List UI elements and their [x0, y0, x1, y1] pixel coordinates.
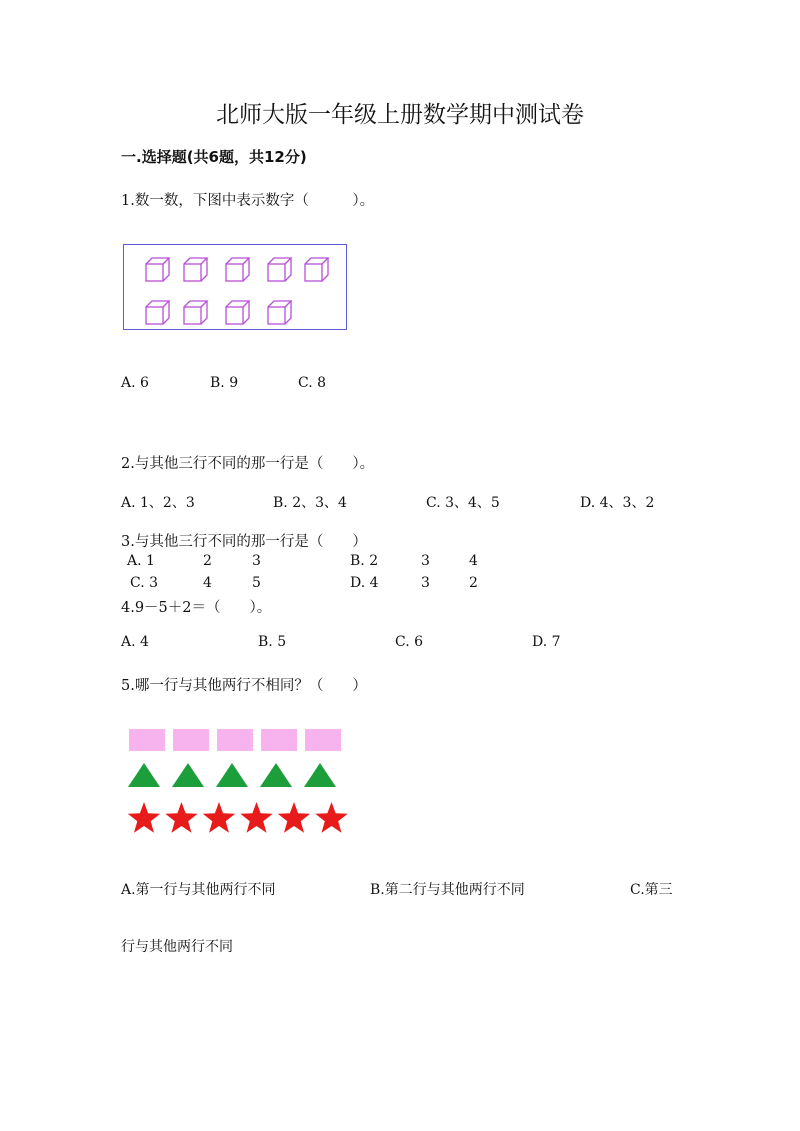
- pink-square: [129, 729, 165, 751]
- question-2-stem: 2.与其他三行不同的那一行是（ ）。: [121, 456, 375, 472]
- q1-option-c: C. 8: [298, 375, 327, 391]
- q3-row2-d: D. 4: [350, 575, 379, 591]
- q5-option-a: A.第一行与其他两行不同: [121, 882, 276, 898]
- q5-option-c: C.第三: [630, 882, 673, 898]
- green-triangle: [128, 763, 160, 787]
- q3-row1-a: A. 1: [127, 553, 155, 569]
- q2-option-c: C. 3、4、5: [426, 495, 500, 511]
- cube-icon: [184, 301, 207, 324]
- q3-row1-b3: 4: [469, 553, 478, 569]
- cube-icon: [184, 258, 207, 281]
- pink-square: [305, 729, 341, 751]
- green-triangle: [260, 763, 292, 787]
- pink-square: [261, 729, 297, 751]
- cube-icon: [226, 301, 249, 324]
- cube-icon: [146, 258, 169, 281]
- q2-option-a: A. 1、2、3: [121, 495, 195, 511]
- q3-row2-c: C. 3: [130, 575, 159, 591]
- q5-option-c-continued: 行与其他两行不同: [121, 939, 233, 955]
- page-title: 北师大版一年级上册数学期中测试卷: [216, 102, 584, 128]
- q5-option-b: B.第二行与其他两行不同: [370, 882, 525, 898]
- cube-icon: [146, 301, 169, 324]
- cube-icon: [305, 258, 328, 281]
- red-star: [315, 802, 347, 833]
- q4-option-b: B. 5: [258, 634, 287, 650]
- q3-row2-d3: 2: [469, 575, 478, 591]
- cube-figure-box: [123, 244, 347, 330]
- cube-figure: [124, 245, 348, 331]
- q3-row2-c3: 5: [252, 575, 261, 591]
- green-triangle: [216, 763, 248, 787]
- cube-icon: [226, 258, 249, 281]
- question-5-stem: 5.哪一行与其他两行不相同？（ ）: [121, 678, 367, 694]
- q3-row1-a3: 3: [252, 553, 261, 569]
- q3-row2-d2: 3: [421, 575, 430, 591]
- question-3-stem: 3.与其他三行不同的那一行是（ ）: [121, 534, 367, 550]
- red-star: [165, 802, 197, 833]
- red-star: [128, 802, 160, 833]
- pink-square: [217, 729, 253, 751]
- green-triangle: [304, 763, 336, 787]
- red-star: [278, 802, 310, 833]
- shapes-figure: [120, 722, 360, 840]
- q2-option-b: B. 2、3、4: [273, 495, 347, 511]
- q3-row2-c2: 4: [203, 575, 212, 591]
- red-star: [203, 802, 235, 833]
- red-star: [240, 802, 272, 833]
- q4-option-c: C. 6: [395, 634, 424, 650]
- question-4-stem: 4.9－5＋2＝（ ）。: [121, 600, 272, 616]
- section-heading: 一.选择题(共6题，共12分): [121, 148, 307, 166]
- cube-icon: [268, 301, 291, 324]
- cube-icon: [268, 258, 291, 281]
- q3-row1-a2: 2: [203, 553, 212, 569]
- q3-row1-b2: 3: [421, 553, 430, 569]
- q4-option-d: D. 7: [532, 634, 561, 650]
- q3-row1-b: B. 2: [350, 553, 379, 569]
- q1-option-a: A. 6: [121, 375, 149, 391]
- q4-option-a: A. 4: [121, 634, 149, 650]
- question-1-stem: 1.数一数，下图中表示数字（ ）。: [121, 193, 375, 209]
- q2-option-d: D. 4、3、2: [580, 495, 655, 511]
- green-triangle: [172, 763, 204, 787]
- pink-square: [173, 729, 209, 751]
- q1-option-b: B. 9: [210, 375, 239, 391]
